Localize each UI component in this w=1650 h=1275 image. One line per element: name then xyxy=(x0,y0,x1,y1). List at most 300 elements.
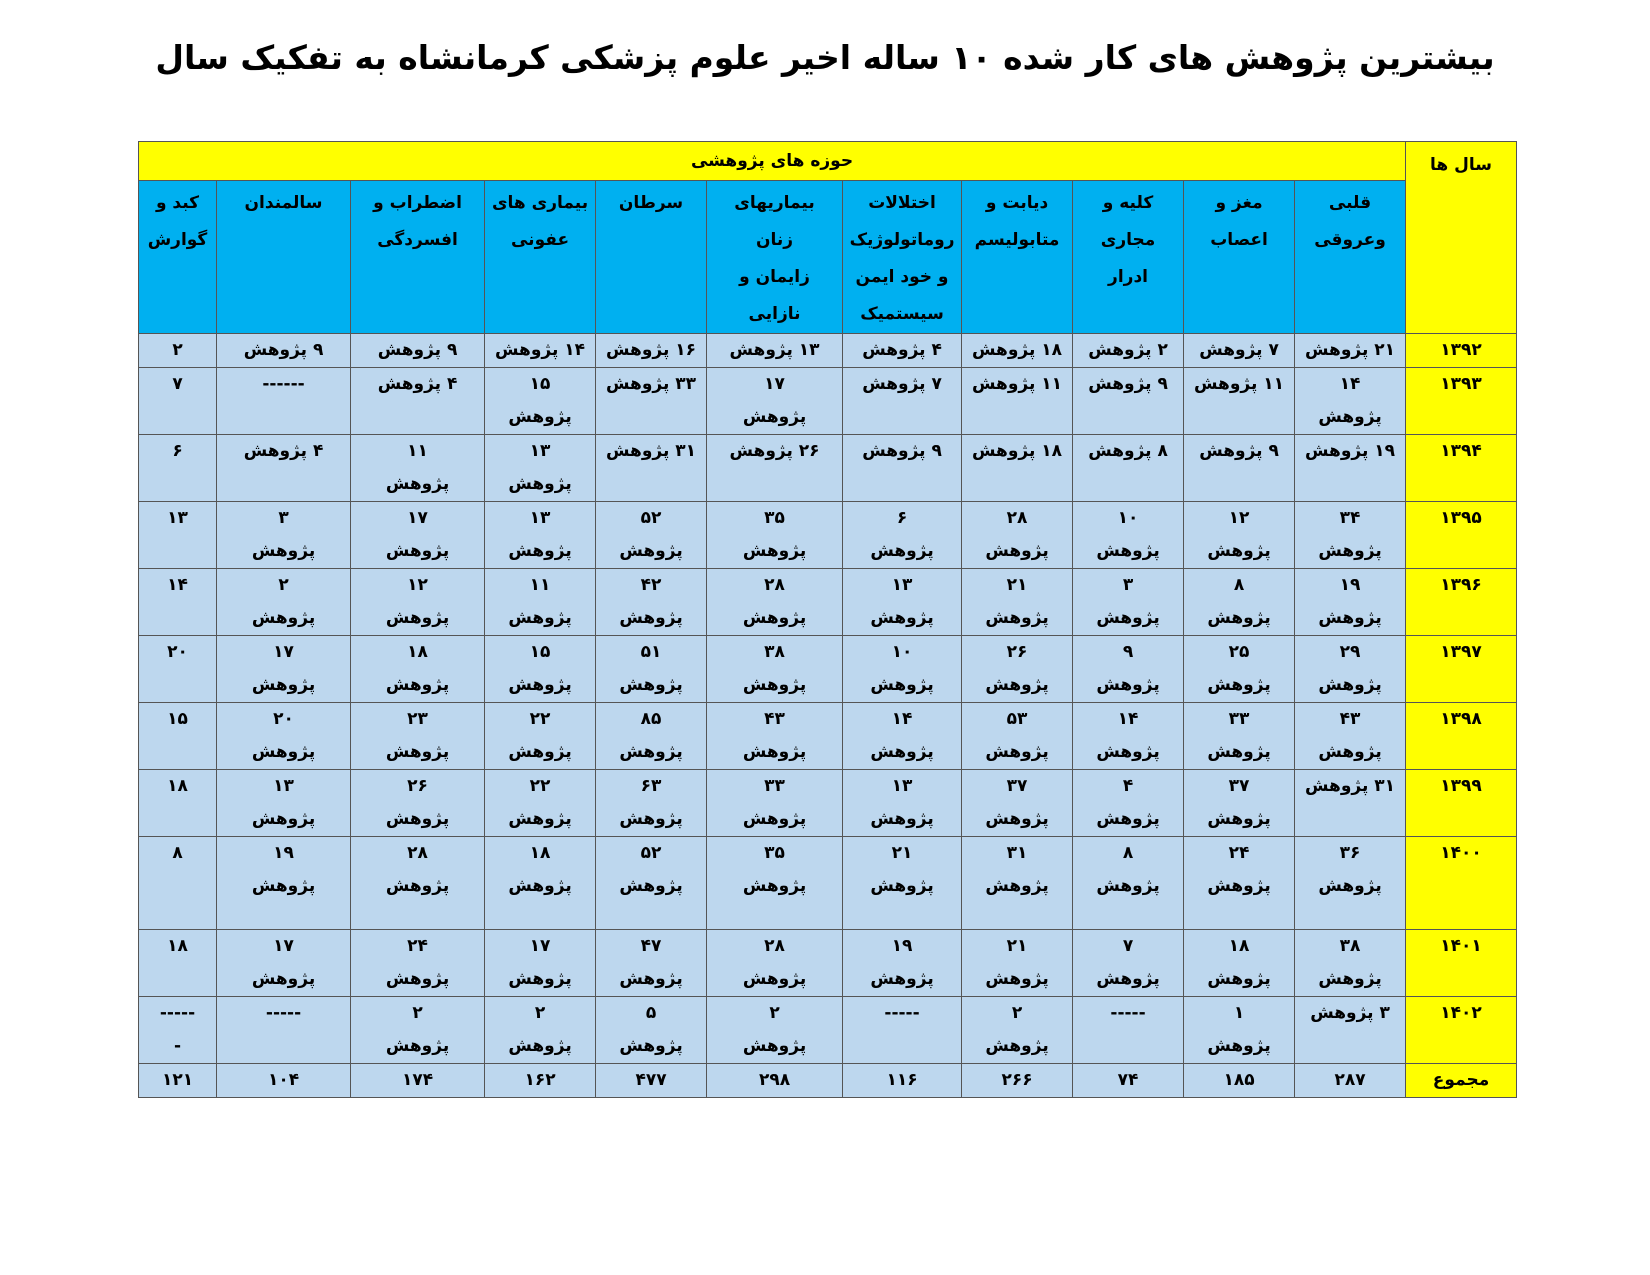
cell-value: ۶۳ xyxy=(640,776,662,796)
cell-diabetes xyxy=(962,997,1073,1064)
column-header-anxiety xyxy=(351,181,485,334)
column-header-line: و خود ایمن xyxy=(855,267,949,287)
cell-value: پژوهش xyxy=(870,876,934,896)
cell-value: پژوهش xyxy=(1318,969,1382,989)
cell-value: پژوهش xyxy=(870,969,934,989)
cell-value: پژوهش xyxy=(1207,742,1271,762)
cell-diabetes xyxy=(962,837,1073,930)
cell-value: ۱۵ xyxy=(529,374,551,394)
total-neuro: ۱۸۵ xyxy=(1184,1064,1295,1098)
cell-gyn xyxy=(707,770,843,837)
total-elderly: ۱۰۴ xyxy=(217,1064,351,1098)
cell-value: ۳۷ xyxy=(1006,776,1028,796)
cell-infect xyxy=(485,703,596,770)
cell-value: ۱۱ پژوهش xyxy=(1194,374,1285,394)
cell-gyn xyxy=(707,837,843,930)
cell-infect xyxy=(485,435,596,502)
cell-value: ۷ xyxy=(172,374,183,394)
column-header-line: مغز و xyxy=(1215,193,1263,213)
cell-value: پژوهش xyxy=(1207,608,1271,628)
cell-value: ۸ xyxy=(1233,575,1245,595)
cell-rheum xyxy=(843,703,962,770)
column-header-row xyxy=(139,181,1517,334)
cell-value: ۴ پژوهش xyxy=(862,340,942,360)
cell-cancer xyxy=(596,837,707,930)
column-header-diabetes xyxy=(962,181,1073,334)
cell-value: ۷ پژوهش xyxy=(1199,340,1279,360)
cell-gyn xyxy=(707,502,843,569)
cell-gyn xyxy=(707,703,843,770)
cell-rheum xyxy=(843,997,962,1064)
cell-value: پژوهش xyxy=(1318,541,1382,561)
cell-value: پژوهش xyxy=(1318,675,1382,695)
year-cell: ۱۳۹۸ xyxy=(1406,703,1517,770)
cell-value: ۲۸ xyxy=(764,575,785,595)
cell-value: پژوهش xyxy=(385,675,450,695)
cell-kidney xyxy=(1073,930,1184,997)
cell-value: ۴۳ xyxy=(1339,709,1361,729)
cell-value: پژوهش xyxy=(1096,675,1160,695)
column-header-infect xyxy=(485,181,596,334)
cell-value: ۱۷ xyxy=(407,508,428,528)
year-cell: ۱۳۹۲ xyxy=(1406,334,1517,368)
page-title: بیشترین پژوهش های کار شده ۱۰ ساله اخیر علوم پزشکی کرمانشاه به تفکیک سال xyxy=(155,38,1495,77)
cell-value: پژوهش xyxy=(508,407,572,427)
total-anxiety: ۱۷۴ xyxy=(351,1064,485,1098)
cell-value: ۱۸ پژوهش xyxy=(972,441,1063,461)
column-header-line: سیستمیک xyxy=(860,304,944,324)
cell-elderly xyxy=(217,770,351,837)
cell-rheum xyxy=(843,770,962,837)
cell-value: پژوهش xyxy=(1318,742,1382,762)
cell-cancer xyxy=(596,930,707,997)
cell-rheum xyxy=(843,368,962,435)
cell-value: پژوهش xyxy=(870,675,934,695)
cell-value: ۴ xyxy=(1122,776,1134,796)
cell-infect xyxy=(485,930,596,997)
cell-liver xyxy=(139,334,217,368)
cell-value: ۲۶ xyxy=(1006,642,1028,662)
cell-value: ۲۰ xyxy=(273,709,294,729)
cell-value: ۷ xyxy=(1122,936,1134,956)
cell-value: پژوهش xyxy=(385,608,450,628)
cell-value: پژوهش xyxy=(870,742,934,762)
total-infect: ۱۶۲ xyxy=(485,1064,596,1098)
cell-value: ۹ پژوهش xyxy=(377,340,458,360)
cell-value: پژوهش xyxy=(985,809,1049,829)
cell-value: ۸ xyxy=(1122,843,1134,863)
cell-value: ۳۱ xyxy=(1006,843,1028,863)
cell-diabetes xyxy=(962,930,1073,997)
cell-value: پژوهش xyxy=(251,608,316,628)
cell-value: ۱۹ xyxy=(891,936,913,956)
cell-value: پژوهش xyxy=(508,742,572,762)
cell-diabetes xyxy=(962,636,1073,703)
cell-cancer xyxy=(596,997,707,1064)
cell-value: ۲۸ xyxy=(764,936,785,956)
cell-value: ۶ xyxy=(896,508,908,528)
column-header-line: کبد و xyxy=(155,193,200,213)
cell-value: ۲۲ xyxy=(529,709,551,729)
cell-value: ۳۳ xyxy=(764,776,785,796)
cell-infect xyxy=(485,837,596,930)
table-row xyxy=(139,334,1517,368)
cell-value: ۳۴ xyxy=(1339,508,1361,528)
cell-diabetes xyxy=(962,435,1073,502)
cell-value: پژوهش xyxy=(619,742,683,762)
column-header-line: سالمندان xyxy=(244,193,323,213)
cell-cancer xyxy=(596,569,707,636)
cell-value: پژوهش xyxy=(985,608,1049,628)
cell-anxiety xyxy=(351,502,485,569)
cell-rheum xyxy=(843,636,962,703)
cell-value: ۲۶ xyxy=(407,776,428,796)
column-header-liver xyxy=(139,181,217,334)
year-cell: ۱۴۰۲ xyxy=(1406,997,1517,1064)
cell-value: پژوهش xyxy=(619,675,683,695)
cell-value: ۳۷ xyxy=(1228,776,1250,796)
cell-value: پژوهش xyxy=(742,1036,807,1056)
cell-value: ۲۸ xyxy=(1006,508,1028,528)
cell-value: ۲۱ xyxy=(1006,575,1028,595)
year-cell: ۱۳۹۷ xyxy=(1406,636,1517,703)
cell-value: ۷ پژوهش xyxy=(862,374,942,394)
cell-value: پژوهش xyxy=(1096,809,1160,829)
cell-value: ۲۴ xyxy=(407,936,428,956)
cell-value: ۱۷ xyxy=(529,936,551,956)
cell-value: پژوهش xyxy=(985,969,1049,989)
column-header-line: عفونی xyxy=(510,230,570,250)
cell-value: پژوهش xyxy=(619,1036,683,1056)
cell-value: پژوهش xyxy=(508,876,572,896)
cell-value: ۲ xyxy=(769,1003,780,1023)
cell-liver xyxy=(139,435,217,502)
cell-value: پژوهش xyxy=(742,876,807,896)
year-cell: ۱۳۹۶ xyxy=(1406,569,1517,636)
cell-value: پژوهش xyxy=(742,407,807,427)
cell-cancer xyxy=(596,368,707,435)
cell-kidney xyxy=(1073,703,1184,770)
cell-value: پژوهش xyxy=(870,608,934,628)
cell-value: ۱۴ پژوهش xyxy=(495,340,586,360)
cell-value: ۹ پژوهش xyxy=(1199,441,1279,461)
cell-value: ۱۳ xyxy=(273,776,294,796)
cell-value: پژوهش xyxy=(508,1036,572,1056)
cell-anxiety xyxy=(351,770,485,837)
cell-cancer xyxy=(596,703,707,770)
cell-value: ۱۱ پژوهش xyxy=(972,374,1063,394)
cell-anxiety xyxy=(351,569,485,636)
column-header-line: اضطراب و xyxy=(373,193,462,213)
table-row xyxy=(139,502,1517,569)
cell-elderly xyxy=(217,997,351,1064)
cell-value: پژوهش xyxy=(742,742,807,762)
cell-anxiety xyxy=(351,930,485,997)
research-table xyxy=(138,141,1517,1098)
cell-kidney xyxy=(1073,502,1184,569)
cell-value: ۱۲ xyxy=(1228,508,1250,528)
cell-anxiety xyxy=(351,334,485,368)
cell-value: پژوهش xyxy=(1096,969,1160,989)
cell-value: پژوهش xyxy=(508,541,572,561)
cell-value: پژوهش xyxy=(985,541,1049,561)
cell-value: ۲ پژوهش xyxy=(1088,340,1168,360)
cell-diabetes xyxy=(962,502,1073,569)
cell-liver xyxy=(139,770,217,837)
cell-diabetes xyxy=(962,334,1073,368)
cell-cardio xyxy=(1295,334,1406,368)
cell-diabetes xyxy=(962,770,1073,837)
table-body xyxy=(139,334,1517,1098)
cell-value: ۱۰ xyxy=(891,642,913,662)
cell-value: پژوهش xyxy=(1207,541,1271,561)
cell-value: ۳۶ xyxy=(1339,843,1361,863)
cell-value: ۹ xyxy=(1122,642,1134,662)
column-header-line: وعروقی xyxy=(1314,230,1386,250)
cell-elderly xyxy=(217,930,351,997)
cell-value: ۱۶ پژوهش xyxy=(606,340,697,360)
cell-neuro xyxy=(1184,636,1295,703)
table-row xyxy=(139,997,1517,1064)
cell-value: پژوهش xyxy=(385,809,450,829)
cell-value: پژوهش xyxy=(1318,608,1382,628)
column-header-line: گوارش xyxy=(147,230,208,250)
cell-value: ۲ xyxy=(1011,1003,1023,1023)
cell-value: پژوهش xyxy=(508,969,572,989)
cell-value: ۳۵ xyxy=(764,843,785,863)
cell-gyn xyxy=(707,368,843,435)
cell-elderly xyxy=(217,837,351,930)
cell-value: ۱۴ xyxy=(1339,374,1361,394)
cell-value: ۳۳ xyxy=(1228,709,1250,729)
cell-value: ۱۸ xyxy=(1228,936,1250,956)
cell-value: ۳۱ پژوهش xyxy=(606,441,697,461)
column-header-line: زایمان و xyxy=(739,267,810,287)
cell-rheum xyxy=(843,837,962,930)
cell-anxiety xyxy=(351,368,485,435)
cell-cardio xyxy=(1295,997,1406,1064)
column-header-line: متابولیسم xyxy=(974,230,1060,250)
cell-value: پژوهش xyxy=(742,809,807,829)
cell-value: ----- xyxy=(884,1003,920,1023)
total-cardio: ۲۸۷ xyxy=(1295,1064,1406,1098)
column-header-line: قلبی xyxy=(1328,193,1372,213)
table-row xyxy=(139,569,1517,636)
cell-value: ۲ xyxy=(278,575,289,595)
cell-cancer xyxy=(596,770,707,837)
column-header-line: روماتولوژیک xyxy=(849,230,955,250)
cell-value: ۲۸ xyxy=(407,843,428,863)
cell-value: ۱ xyxy=(1233,1003,1245,1023)
cell-value: پژوهش xyxy=(251,675,316,695)
column-header-line: نازایی xyxy=(748,304,801,324)
cell-gyn xyxy=(707,930,843,997)
cell-value: ------ xyxy=(262,374,305,394)
cell-neuro xyxy=(1184,435,1295,502)
cell-value: پژوهش xyxy=(385,1036,450,1056)
column-header-line: مجاری xyxy=(1100,230,1156,250)
cell-anxiety xyxy=(351,636,485,703)
column-header-rheum xyxy=(843,181,962,334)
table-row xyxy=(139,703,1517,770)
cell-gyn xyxy=(707,997,843,1064)
cell-value: پژوهش xyxy=(508,608,572,628)
cell-value: ۸۵ xyxy=(640,709,662,729)
cell-infect xyxy=(485,502,596,569)
cell-cancer xyxy=(596,334,707,368)
cell-neuro xyxy=(1184,770,1295,837)
cell-value: پژوهش xyxy=(1096,876,1160,896)
cell-value: ۱۱ xyxy=(529,575,551,595)
column-header-cancer xyxy=(596,181,707,334)
cell-value: ۱۸ پژوهش xyxy=(972,340,1063,360)
cell-cardio xyxy=(1295,770,1406,837)
cell-liver xyxy=(139,997,217,1064)
cell-kidney xyxy=(1073,770,1184,837)
cell-value: ۵ xyxy=(645,1003,657,1023)
cell-elderly xyxy=(217,502,351,569)
cell-elderly xyxy=(217,368,351,435)
cell-elderly xyxy=(217,703,351,770)
cell-neuro xyxy=(1184,930,1295,997)
cell-value: ۲ xyxy=(534,1003,546,1023)
cell-value: پژوهش xyxy=(251,809,316,829)
cell-value: پژوهش xyxy=(251,876,316,896)
cell-neuro xyxy=(1184,569,1295,636)
cell-cardio xyxy=(1295,930,1406,997)
column-header-line: اعصاب xyxy=(1210,230,1268,250)
cell-cardio xyxy=(1295,502,1406,569)
cell-value: ----- xyxy=(159,1003,196,1023)
cell-value: ۲۶ پژوهش xyxy=(729,441,820,461)
total-cancer: ۴۷۷ xyxy=(596,1064,707,1098)
table-row xyxy=(139,930,1517,997)
cell-value: پژوهش xyxy=(742,608,807,628)
totals-row xyxy=(139,1064,1517,1098)
cell-neuro xyxy=(1184,502,1295,569)
cell-value: ۱۹ پژوهش xyxy=(1305,441,1396,461)
cell-value: ۳ xyxy=(1122,575,1134,595)
column-header-line: بیماریهای زنان xyxy=(734,193,815,250)
column-header-neuro xyxy=(1184,181,1295,334)
table-row xyxy=(139,837,1517,930)
cell-value: ۱۷ xyxy=(764,374,785,394)
cell-cardio xyxy=(1295,837,1406,930)
cell-value: ۱۵ xyxy=(529,642,551,662)
cell-value: ۵۲ xyxy=(640,843,662,863)
cell-cancer xyxy=(596,435,707,502)
cell-value: پژوهش xyxy=(1207,969,1271,989)
cell-anxiety xyxy=(351,997,485,1064)
cell-value: ۲۱ xyxy=(891,843,913,863)
cell-value: ۳۱ پژوهش xyxy=(1305,776,1396,796)
cell-infect xyxy=(485,770,596,837)
cell-infect xyxy=(485,368,596,435)
year-cell: ۱۳۹۹ xyxy=(1406,770,1517,837)
table-row xyxy=(139,636,1517,703)
cell-gyn xyxy=(707,636,843,703)
cell-value: پژوهش xyxy=(870,809,934,829)
cell-value: ۹ پژوهش xyxy=(243,340,324,360)
cell-diabetes xyxy=(962,703,1073,770)
cell-infect xyxy=(485,569,596,636)
cell-value: پژوهش xyxy=(385,969,450,989)
cell-value: پژوهش xyxy=(742,675,807,695)
cell-value: ۲ xyxy=(172,340,183,360)
cell-value: ۱۳ پژوهش xyxy=(729,340,820,360)
domain-header-row xyxy=(139,142,1517,181)
cell-value: پژوهش xyxy=(742,969,807,989)
cell-value: ۱۳ xyxy=(167,508,188,528)
total-gyn: ۲۹۸ xyxy=(707,1064,843,1098)
cell-value: ۴۷ xyxy=(640,936,662,956)
cell-value: ۵۳ xyxy=(1006,709,1028,729)
cell-kidney xyxy=(1073,334,1184,368)
cell-infect xyxy=(485,334,596,368)
cell-value: ۲ xyxy=(412,1003,423,1023)
cell-kidney xyxy=(1073,368,1184,435)
cell-value: ۲۹ xyxy=(1339,642,1361,662)
cell-value: ۲۱ xyxy=(1006,936,1028,956)
cell-value: ۳۵ xyxy=(764,508,785,528)
cell-value: ۱۳ xyxy=(529,441,551,461)
cell-value: ۲۳ xyxy=(407,709,428,729)
year-cell: ۱۳۹۴ xyxy=(1406,435,1517,502)
year-cell: ۱۳۹۳ xyxy=(1406,368,1517,435)
cell-value: ۳۸ xyxy=(764,642,785,662)
cell-value: ۱۴ xyxy=(891,709,913,729)
cell-rheum xyxy=(843,502,962,569)
cell-value: پژوهش xyxy=(385,742,450,762)
years-header: سال ها xyxy=(1406,142,1517,334)
cell-value: ۵۱ xyxy=(640,642,662,662)
cell-value: ۸ پژوهش xyxy=(1088,441,1168,461)
cell-value: ----- xyxy=(1110,1003,1146,1023)
cell-elderly xyxy=(217,569,351,636)
cell-value: پژوهش xyxy=(619,809,683,829)
cell-value: ۱۵ xyxy=(167,709,188,729)
cell-value: پژوهش xyxy=(385,876,450,896)
cell-value: ۴۲ xyxy=(640,575,662,595)
column-header-gyn xyxy=(707,181,843,334)
year-cell: ۱۴۰۰ xyxy=(1406,837,1517,930)
cell-anxiety xyxy=(351,435,485,502)
cell-value: پژوهش xyxy=(251,969,316,989)
cell-value: ۲۰ xyxy=(167,642,188,662)
cell-value: ۶ xyxy=(172,441,183,461)
cell-neuro xyxy=(1184,368,1295,435)
column-header-line: دیابت و xyxy=(985,193,1049,213)
cell-cardio xyxy=(1295,636,1406,703)
cell-value: ۴ پژوهش xyxy=(377,374,458,394)
cell-liver xyxy=(139,837,217,930)
column-header-line: افسردگی xyxy=(377,230,458,250)
cell-anxiety xyxy=(351,837,485,930)
cell-value: ۱۴ xyxy=(1117,709,1139,729)
cell-value: پژوهش xyxy=(1207,675,1271,695)
cell-value: پژوهش xyxy=(619,608,683,628)
cell-value: پژوهش xyxy=(251,742,316,762)
cell-infect xyxy=(485,997,596,1064)
cell-elderly xyxy=(217,334,351,368)
cell-cardio xyxy=(1295,435,1406,502)
column-header-line: اختلالات xyxy=(868,193,936,213)
cell-value: پژوهش xyxy=(1207,876,1271,896)
cell-value: پژوهش xyxy=(508,809,572,829)
cell-cancer xyxy=(596,502,707,569)
cell-value: پژوهش xyxy=(619,969,683,989)
cell-value: پژوهش xyxy=(985,1036,1049,1056)
